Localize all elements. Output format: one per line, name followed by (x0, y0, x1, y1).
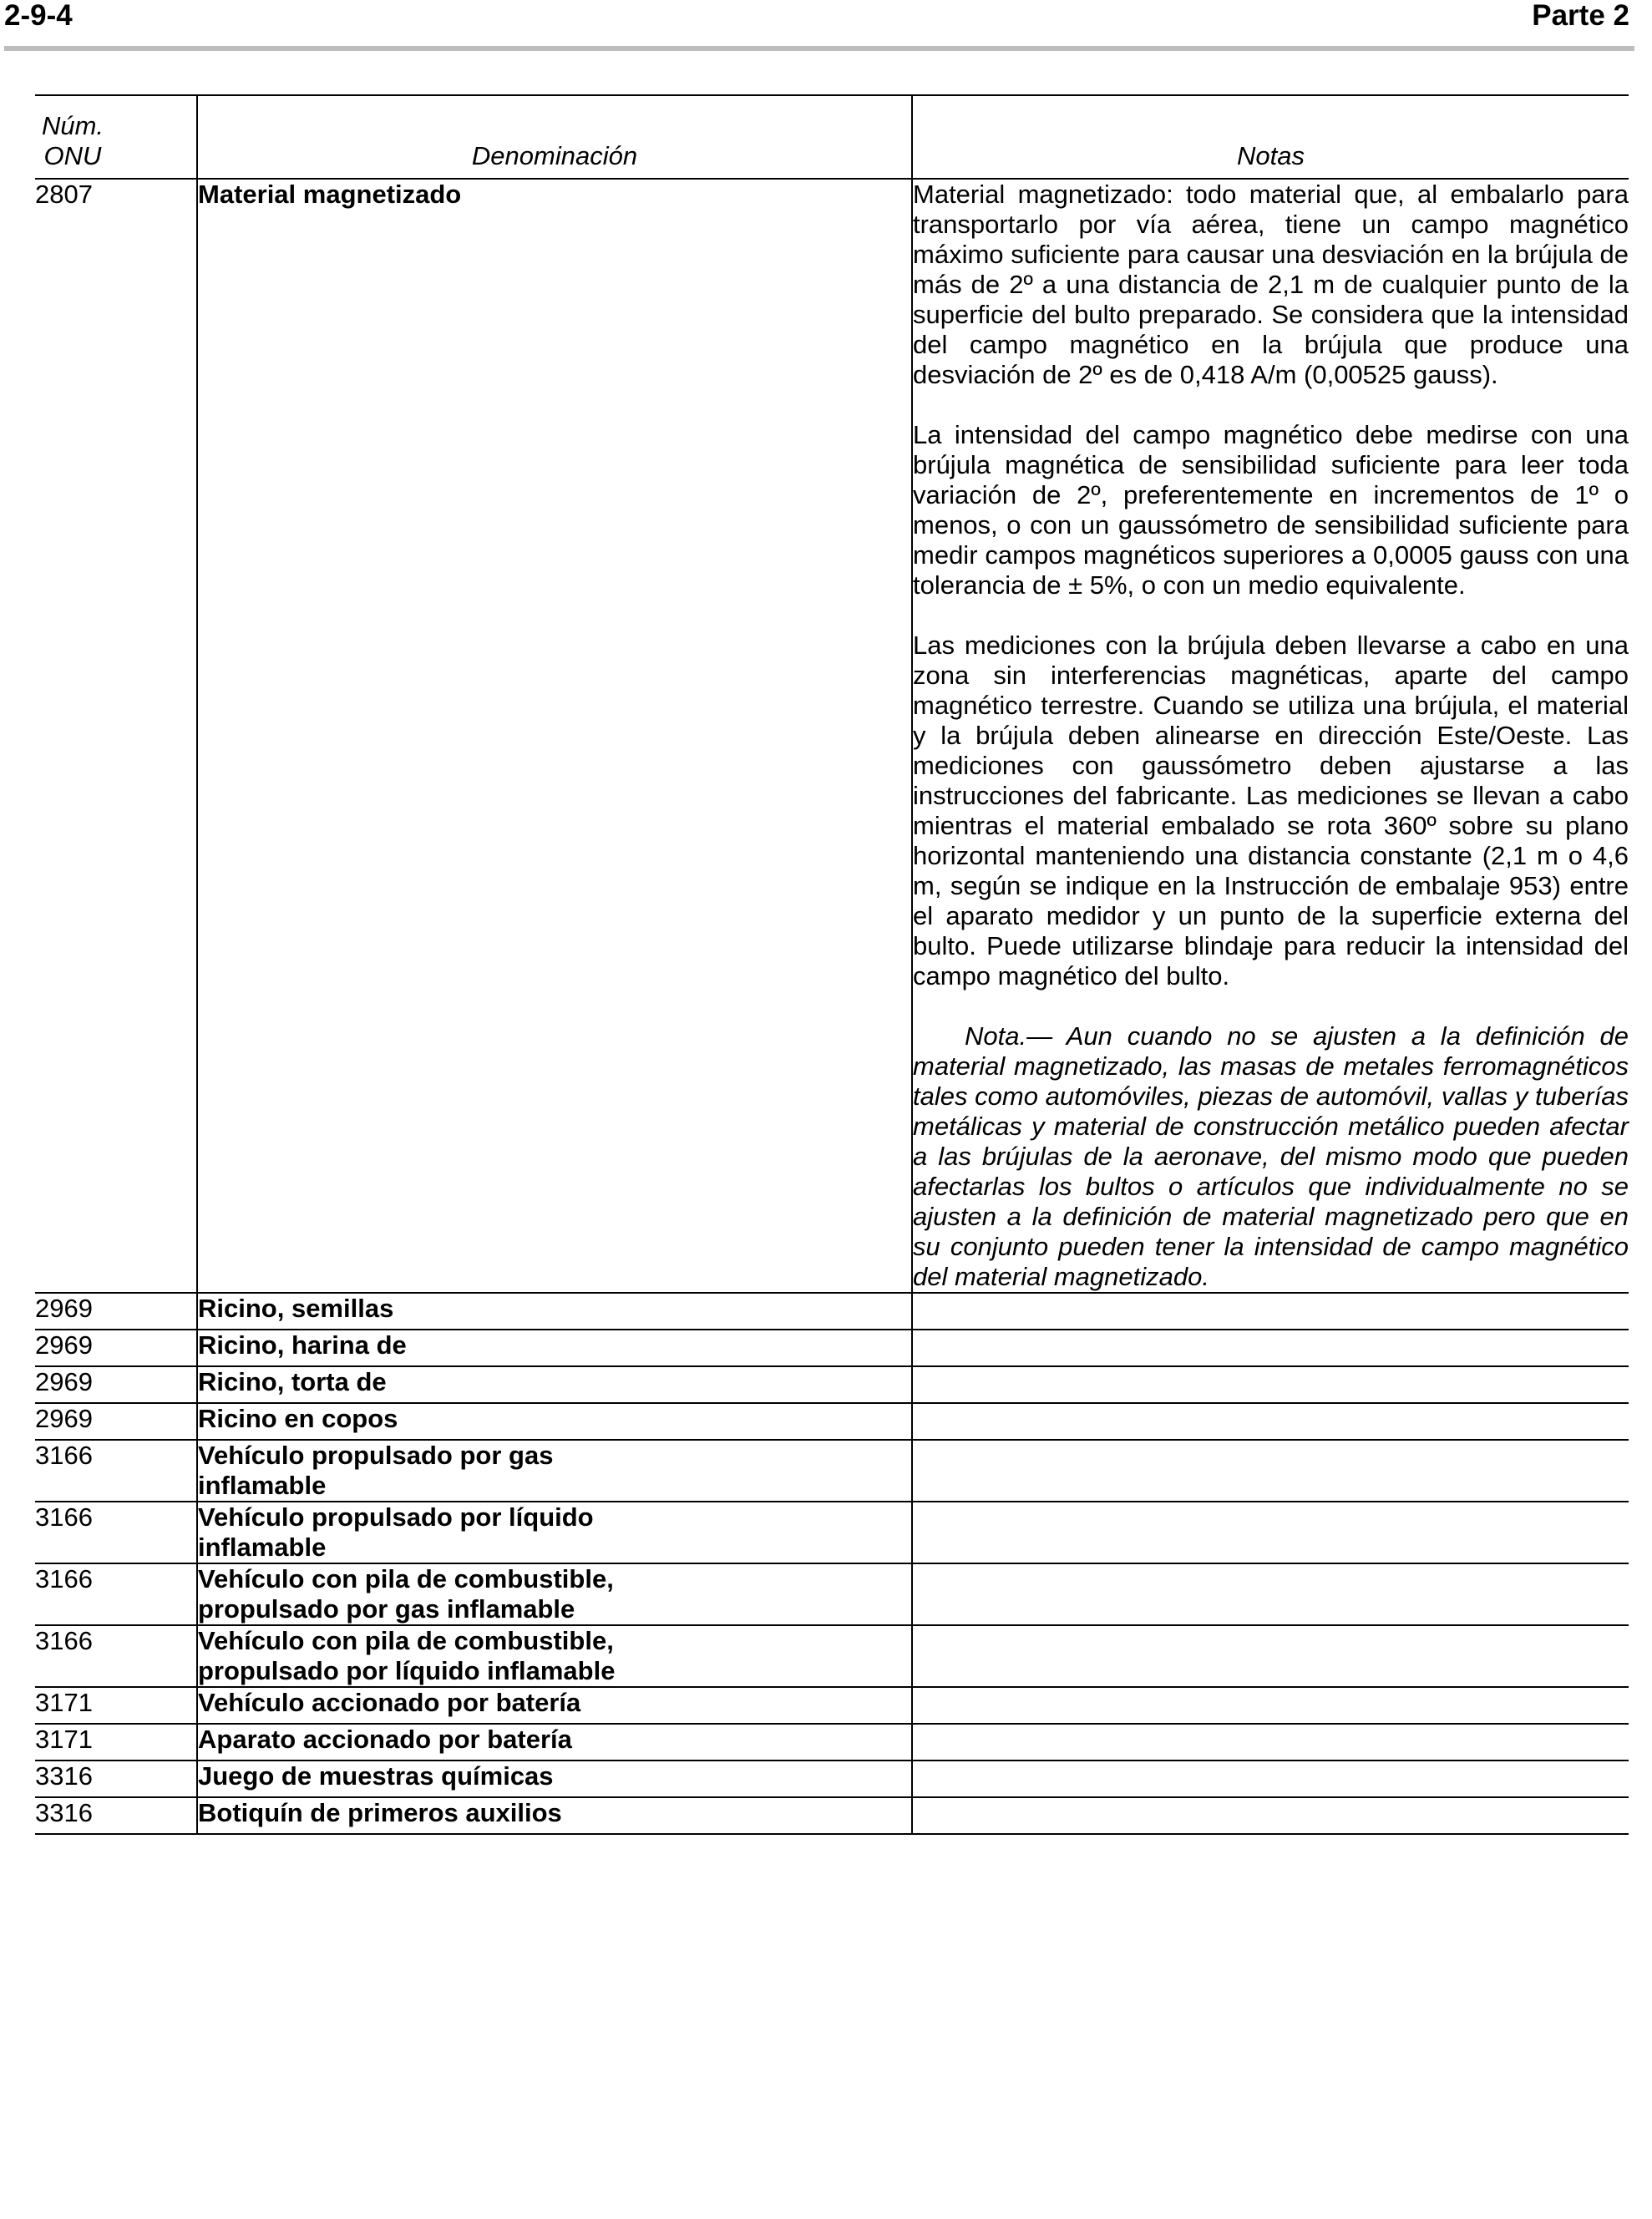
notes-cell (912, 1502, 1629, 1563)
notes-cell (912, 1761, 1629, 1797)
un-number-cell: 2969 (35, 1330, 197, 1366)
notes-cell (912, 1687, 1629, 1724)
notes-cell (912, 1563, 1629, 1625)
name-cell: Vehículo propulsado por gas inflamable (197, 1440, 912, 1502)
notes-cell (912, 1797, 1629, 1834)
name-cell: Vehículo con pila de combustible, propulsado por líquido inflamable (197, 1625, 912, 1687)
table-row (35, 1403, 1629, 1440)
notes-cell (912, 179, 1629, 1293)
name-cell: Vehículo con pila de combustible, propulsado por gas inflamable (197, 1563, 912, 1625)
notes-cell (912, 1724, 1629, 1761)
un-number-cell: 3316 (35, 1761, 197, 1797)
table-row (35, 1687, 1629, 1724)
notes-cell (912, 1403, 1629, 1440)
table-row (35, 1440, 1629, 1502)
notes-paragraph: Material magnetizado: todo material que, al embalarlo para transportarlo por vía aérea, tiene un campo magnético máximo suficiente para causar una desviación en la brújula de más de 2º a una distancia de 2,1 m de cualquier punto de la superficie del bulto preparado. Se considera que la intensidad del campo magnético en la brújula que produce una desviación de 2º es de 0,418 A/m (0,00525 gauss). (913, 180, 1629, 389)
un-number-cell: 3316 (35, 1797, 197, 1834)
name-cell: Ricino en copos (197, 1403, 912, 1440)
name-cell: Juego de muestras químicas (197, 1761, 912, 1797)
un-number-cell: 3166 (35, 1502, 197, 1563)
column-header-notes: Notas (912, 95, 1629, 179)
page-number: 2-9-4 (4, 0, 73, 32)
notes-cell (912, 1330, 1629, 1366)
notes-cell (912, 1440, 1629, 1502)
column-header-un-number: Núm. ONU (35, 95, 197, 179)
notes-cell (912, 1625, 1629, 1687)
un-number-cell: 3171 (35, 1724, 197, 1761)
table-row (35, 1797, 1629, 1834)
name-cell: Aparato accionado por batería (197, 1724, 912, 1761)
name-cell: Ricino, torta de (197, 1366, 912, 1403)
name-cell: Botiquín de primeros auxilios (197, 1797, 912, 1834)
table-row (35, 1293, 1629, 1330)
table-row (35, 179, 1629, 1293)
table-row (35, 1330, 1629, 1366)
name-cell: Ricino, semillas (197, 1293, 912, 1330)
un-number-cell: 2807 (35, 179, 197, 1293)
notes-paragraph: Las mediciones con la brújula deben llevarse a cabo en una zona sin interferencias magnéticas, aparte del campo magnético terrestre. Cuando se utiliza una brújula, el material y la brújula deben alinearse en dirección Este/Oeste. Las mediciones con gaussómetro deben ajustarse a las instrucciones del fabricante. Las mediciones se llevan a cabo mientras el material embalado se rota 360º sobre su plano horizontal manteniendo una distancia constante (2,1 m o 4,6 m, según se indique en la Instrucción de embalaje 953) entre el aparato medidor y un punto de la superficie externa del bulto. Puede utilizarse blindaje para reducir la intensidad del campo magnético del bulto. (913, 631, 1629, 990)
part-label: Parte 2 (1532, 0, 1629, 32)
table-row (35, 1563, 1629, 1625)
un-number-cell: 3166 (35, 1625, 197, 1687)
page-header (4, 0, 1634, 32)
table-row (35, 1625, 1629, 1687)
dangerous-goods-table (35, 94, 1629, 1835)
name-cell: Vehículo propulsado por líquido inflamable (197, 1502, 912, 1563)
un-number-cell: 2969 (35, 1403, 197, 1440)
table-header-row (35, 95, 1629, 179)
column-header-name: Denominación (197, 95, 912, 179)
table-row (35, 1724, 1629, 1761)
un-number-cell: 2969 (35, 1293, 197, 1330)
table-row (35, 1502, 1629, 1563)
un-number-cell: 3166 (35, 1440, 197, 1502)
notes-italic-note: Nota.— Aun cuando no se ajusten a la definición de material magnetizado, las masas de metales ferromagnéticos tales como automóviles, piezas de automóvil, vallas y tuberías metálicas y material de construcción metálico pueden afectar a las brújulas de la aeronave, del mismo modo que pueden afectarlas los bultos o artículos que individualmente no se ajusten a la definición de material magnetizado pero que en su conjunto pueden tener la intensidad de campo magnético del material magnetizado. (913, 1021, 1629, 1291)
notes-cell (912, 1366, 1629, 1403)
name-cell: Ricino, harina de (197, 1330, 912, 1366)
notes-cell (912, 1293, 1629, 1330)
un-number-cell: 3166 (35, 1563, 197, 1625)
un-number-cell: 2969 (35, 1366, 197, 1403)
name-cell: Vehículo accionado por batería (197, 1687, 912, 1724)
un-number-cell: 3171 (35, 1687, 197, 1724)
header-divider (4, 46, 1634, 51)
table-row (35, 1761, 1629, 1797)
table-row (35, 1366, 1629, 1403)
name-cell: Material magnetizado (197, 179, 912, 1293)
notes-paragraph: La intensidad del campo magnético debe medirse con una brújula magnética de sensibilidad suficiente para leer toda variación de 2º, preferentemente en incrementos de 1º o menos, o con un gaussómetro de sensibilidad suficiente para medir campos magnéticos superiores a 0,0005 gauss con una tolerancia de ± 5%, o con un medio equivalente. (913, 420, 1629, 600)
